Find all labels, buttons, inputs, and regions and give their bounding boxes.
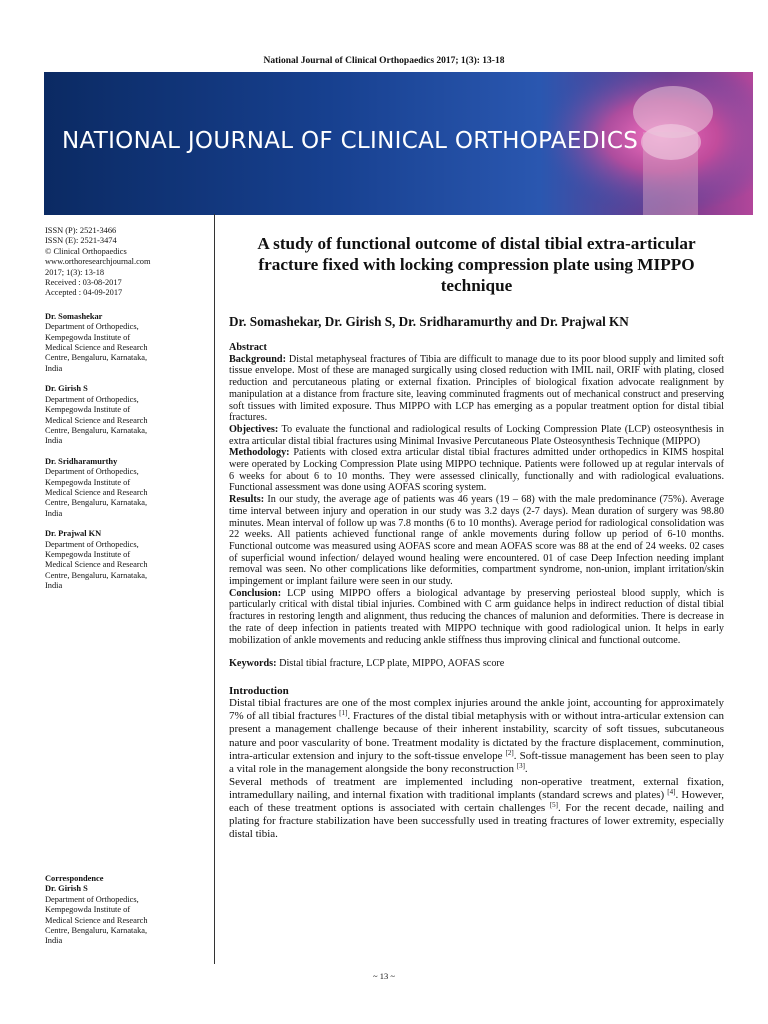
copyright: © Clinical Orthopaedics bbox=[45, 246, 127, 256]
issn-print: ISSN (P): 2521-3466 bbox=[45, 226, 117, 235]
accepted-date: Accepted : 04-09-2017 bbox=[45, 288, 123, 298]
citation-ref[interactable]: [2] bbox=[505, 748, 514, 757]
introduction-paragraph bbox=[229, 697, 724, 776]
affiliation-line: Kempegowda Institute of bbox=[45, 405, 131, 415]
affiliation-line: India bbox=[45, 363, 63, 373]
affiliation-line: Kempegowda Institute of bbox=[45, 477, 131, 487]
correspondence-line: Kempegowda Institute of bbox=[45, 905, 131, 915]
running-head: National Journal of Clinical Orthopaedics 2017; 1(3): 13-18 bbox=[263, 56, 505, 66]
para-text: Several methods of treatment are implemented including non-operative treatment, external fixation, intramedullary nailing, and internal fixation with traditional implants (standard screws and plates) bbox=[229, 775, 724, 801]
article-main bbox=[229, 233, 724, 841]
correspondence-line: Medical Science and Research bbox=[45, 915, 148, 925]
section-label: Objectives: bbox=[229, 423, 279, 435]
keywords bbox=[229, 658, 724, 669]
abstract bbox=[229, 342, 724, 646]
section-text: In our study, the average age of patients was 46 years (19 – 68) with the male predominance (75%). Average time interval between injury and operation in our study was 3.2 days (2-7 days). Mean duration of surgery was 98.80 minutes. Mean interval of follow up was 7.8 months (6 to 10 months). Average period for radiological consolidation was 22 weeks. All patients achieved functional range of ankle movements during follow up period of 6-10 months. Functional outcome was measured using AOFAS score and mean AOFAS score was 88 at the end of 24 weeks. 02 cases of superficial wound infection/ delayed wound healing were encountered. 01 of case Deep Infection needing implant removal was seen. No other complications like deformities, compartment syndrome, non-union, implant irritation/skin impingement or implant failure were seen in our study. bbox=[229, 494, 724, 588]
correspondence-line: Centre, Bengaluru, Karnataka, bbox=[45, 926, 148, 936]
keywords-label: Keywords: bbox=[229, 658, 277, 670]
affiliation-line: Centre, Bengaluru, Karnataka, bbox=[45, 570, 148, 580]
correspondence-heading: Correspondence bbox=[45, 874, 104, 883]
received-date: Received : 03-08-2017 bbox=[45, 278, 122, 288]
abstract-background bbox=[229, 354, 724, 424]
para-text: Distal tibial fractures are one of the most complex injuries around the ankle joint, accounting for approximately 7% of all tibial fractures bbox=[229, 697, 724, 723]
para-text: . However, each of these treatment options is associated with certain challenges bbox=[229, 788, 724, 815]
affiliation-line: Department of Orthopedics, bbox=[45, 539, 139, 549]
section-label: Results: bbox=[229, 494, 265, 506]
para-text: . bbox=[524, 762, 528, 775]
volume-issue: 2017; 1(3): 13-18 bbox=[45, 267, 105, 277]
journal-website[interactable]: www.orthoresearchjournal.com bbox=[45, 257, 151, 267]
affiliation-line: Department of Orthopedics, bbox=[45, 467, 139, 477]
affiliation-line: Kempegowda Institute of bbox=[45, 549, 131, 559]
banner-title: NATIONAL JOURNAL OF CLINICAL ORTHOPAEDICS bbox=[62, 128, 639, 154]
affiliation-name: Dr. Sridharamurthy bbox=[45, 456, 118, 466]
article-title: A study of functional outcome of distal tibial extra-articular fracture fixed with locking compression plate using MIPPO technique bbox=[257, 234, 696, 295]
affiliation-line: Department of Orthopedics, bbox=[45, 322, 139, 332]
section-text: To evaluate the functional and radiological results of Locking Compression Plate (LCP) osteosynthesis in extra articular distal tibial fractures using Minimal Invasive Percutaneous Plate Osteosynthesis Technique (MIPPO) bbox=[229, 423, 724, 447]
citation-ref[interactable]: [5] bbox=[549, 801, 559, 810]
section-text: Distal metaphyseal fractures of Tibia are difficult to manage due to its poor blood supply and limited soft tissue envelope. Most of these are managed surgically using closed reduction with IMIL nail, ORIF with plating, closed reduction and percutaneous plating or external fixation. Principles of biological fixation advocate realignment by manipulation at a distance from fracture site, leaving comminuted fragments out of mechanical construct and preserving soft tissues with limited exposure. Thus MIPPO with LCP has emerging as a popular treatment option for distal tibial fractures. bbox=[229, 353, 724, 424]
introduction bbox=[229, 685, 724, 841]
introduction-paragraph bbox=[229, 776, 724, 841]
citation-ref[interactable]: [4] bbox=[667, 787, 676, 796]
column-divider bbox=[214, 214, 215, 964]
affiliation-line: Centre, Bengaluru, Karnataka, bbox=[45, 498, 148, 508]
affiliation bbox=[45, 529, 213, 591]
para-text: . Fractures of the distal tibial metaphysis with or without intra-articular extension can present a management challenge because of their inherent instability, scarcity of soft tissues, subcutaneous nature and poor vascularity of bone. Treatment modality is dictated by the fracture displacement, comminution, intra-articular extension and injury to the soft-tissue envelope bbox=[229, 710, 724, 762]
article-authors: Dr. Somashekar, Dr. Girish S, Dr. Sridharamurthy and Dr. Prajwal KN bbox=[229, 314, 629, 329]
journal-banner bbox=[44, 72, 753, 215]
affiliation bbox=[45, 384, 213, 446]
affiliation-name: Dr. Somashekar bbox=[45, 311, 103, 321]
affiliation-line: Medical Science and Research bbox=[45, 343, 148, 353]
issn-electronic: ISSN (E): 2521-3474 bbox=[45, 236, 117, 246]
abstract-conclusion bbox=[229, 588, 724, 647]
correspondence-name: Dr. Girish S bbox=[45, 884, 88, 894]
citation-ref[interactable]: [3] bbox=[516, 761, 525, 770]
affiliation-line: Medical Science and Research bbox=[45, 415, 148, 425]
para-text: . Soft-tissue management has been seen to play a vital role in the management alongside the bony reconstruction bbox=[229, 749, 724, 775]
section-text: Patients with closed extra articular distal tibial fractures admitted under orthopedics in KIMS hospital were operated by Locking Compression Plate using MIPPO technique. Patients were followed up at regular intervals of 6 weeks for about 6 to 10 months. They were assessed clinically, functionally and with radiological evaluations. Functional assessment was done using AOFAS scoring system. bbox=[229, 447, 724, 494]
affiliation-line: India bbox=[45, 581, 63, 591]
affiliation bbox=[45, 312, 213, 374]
affiliation-line: Kempegowda Institute of bbox=[45, 332, 131, 342]
keywords-text: Distal tibial fracture, LCP plate, MIPPO, AOFAS score bbox=[276, 658, 505, 670]
section-label: Methodology: bbox=[229, 447, 290, 459]
affiliation-line: Medical Science and Research bbox=[45, 487, 148, 497]
affiliation-line: Centre, Bengaluru, Karnataka, bbox=[45, 353, 148, 363]
para-text: . For the recent decade, nailing and plating for fracture stabilization have been successfully used in treating fractures of lower extremity, especially distal tibia. bbox=[229, 802, 724, 841]
affiliation-line: India bbox=[45, 436, 63, 446]
affiliation-line: India bbox=[45, 508, 63, 518]
page-number: ~ 13 ~ bbox=[373, 971, 395, 981]
abstract-results bbox=[229, 494, 724, 588]
affiliation-line: Centre, Bengaluru, Karnataka, bbox=[45, 425, 148, 435]
affiliation-line: Medical Science and Research bbox=[45, 560, 148, 570]
affiliation-name: Dr. Prajwal KN bbox=[45, 529, 102, 539]
affiliation-name: Dr. Girish S bbox=[45, 384, 88, 394]
abstract-heading: Abstract bbox=[229, 342, 267, 353]
abstract-methodology bbox=[229, 447, 724, 494]
affiliation-line: Department of Orthopedics, bbox=[45, 394, 139, 404]
article-meta bbox=[45, 226, 213, 299]
section-text: LCP using MIPPO offers a biological advantage by preserving periosteal blood supply, which is particularly critical with distal tibial injuries. Combined with C arm guidance helps in indirect reduction of distal tibial fractures in restoring length and alignment, thus reducing the chances of malunion and deformities. There is decrease in the rate of deep infection in patients treated with MIPPO technique with good radiological union. It helps in early mobilization of ankle movements and reducing ankle stiffness thus improving clinical and functional outcome. bbox=[229, 587, 724, 646]
affiliation bbox=[45, 457, 213, 519]
correspondence-line: Department of Orthopedics, bbox=[45, 894, 139, 904]
correspondence bbox=[45, 874, 213, 947]
section-label: Background: bbox=[229, 353, 286, 365]
correspondence-line: India bbox=[45, 936, 63, 946]
citation-ref[interactable]: [1] bbox=[339, 709, 348, 718]
abstract-objectives bbox=[229, 424, 724, 447]
section-label: Conclusion: bbox=[229, 587, 282, 599]
introduction-heading: Introduction bbox=[229, 685, 289, 698]
article-sidebar bbox=[45, 226, 213, 946]
